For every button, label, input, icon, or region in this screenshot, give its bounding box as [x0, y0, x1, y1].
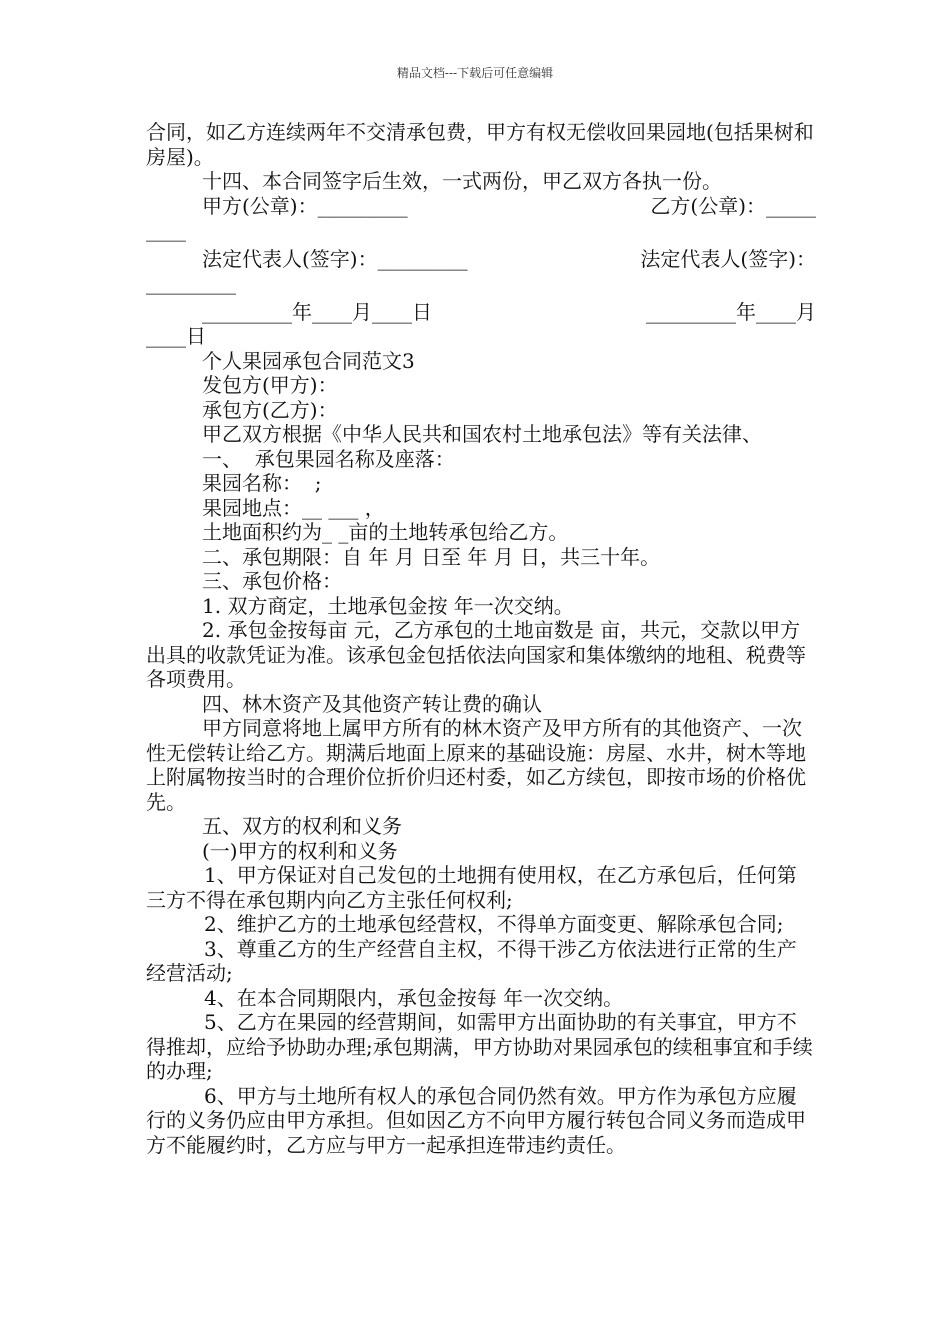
- section-5-item: 4、在本合同期限内，承包金按每 年一次交纳。: [204, 985, 624, 1010]
- section-5-item: 1、甲方保证对自己发包的土地拥有使用权，在乙方承包后，任何第三方不得在承包期内向乙方主张任何权利;: [146, 863, 797, 912]
- document-body: [146, 120, 816, 1157]
- section-5-item: 3、尊重乙方的生产经营自主权，不得干涉乙方依法进行正常的生产经营活动;: [146, 936, 797, 985]
- paragraph-breach-clause: 合同，如乙方连续两年不交清承包费，甲方有权无偿收回果园地(包括果树和房屋)。: [146, 120, 814, 169]
- party-a-seal: 甲方(公章)：_________: [202, 193, 408, 218]
- section-3-title: 三、承包价格：: [202, 569, 342, 593]
- section-3-item-2: 2. 承包金按每亩 元，乙方承包的土地亩数是 亩，共元，交款以甲方出具的收款凭证为准。该承包金包括依法向国家和集体缴纳的地租、税费等各项费用。: [146, 618, 806, 691]
- section-5-title: 五、双方的权利和义务: [202, 814, 402, 838]
- orchard-name: 果园名称： ;: [202, 471, 322, 495]
- signature-row-representative: [146, 247, 816, 272]
- section-5-item: 6、甲方与土地所有权人的承包合同仍然有效。甲方作为承包方应履行的义务仍应由甲方承担。但如因乙方不向甲方履行转包合同义务而造成甲方不能履约时，乙方应与甲方一起承担连带违约责任。: [146, 1083, 806, 1157]
- party-b-label: 承包方(乙方)：: [202, 397, 338, 422]
- orchard-location: 果园地点：__ ___ ，: [202, 495, 385, 520]
- page-header: 精品文档---下载后可任意编辑: [396, 66, 554, 80]
- date-a: _________年____月____日: [202, 299, 432, 324]
- representative-b-continued: _________: [146, 271, 236, 295]
- party-a-label: 发包方(甲方)：: [202, 373, 338, 397]
- section-2-term: 二、承包期限：自 年 月 日至 年 月 日，共三十年。: [202, 544, 661, 569]
- party-b-seal: 乙方(公章)：_____: [650, 193, 816, 218]
- representative-a: 法定代表人(签字)：_________: [202, 246, 468, 271]
- section-5-item: 5、乙方在果园的经营期间，如需甲方出面协助的有关事宜，甲方不得推却，应给予协助办理;承包期满，甲方协助对果园承包的续租事宜和手续的办理;: [146, 1010, 813, 1083]
- section-5-subtitle: (一)甲方的权利和义务: [202, 838, 398, 863]
- section-3-item-1: 1. 双方商定，土地承包金按 年一次交纳。: [202, 593, 574, 618]
- date-b: _________年____月: [646, 299, 816, 324]
- signature-row-date: [146, 300, 816, 325]
- section-title-contract-3: 个人果园承包合同范文3: [202, 348, 415, 373]
- section-1-title: 一、 承包果园名称及座落：: [202, 446, 455, 471]
- party-b-seal-continued: ____: [146, 218, 186, 242]
- signature-row-seal: [146, 194, 816, 219]
- land-area: 土地面积约为_ _亩的土地转承包给乙方。: [202, 520, 569, 544]
- section-5-item: 2、维护乙方的土地承包经营权，不得单方面变更、解除承包合同;: [204, 912, 784, 936]
- section-4-body: 甲方同意将地上属甲方所有的林木资产及甲方所有的其他资产、一次性无偿转让给乙方。期满后地面上原来的基础设施：房屋、水井，树木等地上附属物按当时的合理价位折价归还村委，如乙方续包，即按市场的价格优先。: [146, 716, 806, 814]
- date-b-continued: ____日: [146, 324, 206, 348]
- representative-b: 法定代表人(签字)：: [640, 246, 816, 271]
- paragraph-clause-14: 十四、本合同签字后生效，一式两份，甲乙双方各执一份。: [202, 169, 722, 193]
- section-4-title: 四、林木资产及其他资产转让费的确认: [202, 691, 542, 716]
- preamble: 甲乙双方根据《中华人民共和国农村土地承包法》等有关法律、: [202, 422, 762, 446]
